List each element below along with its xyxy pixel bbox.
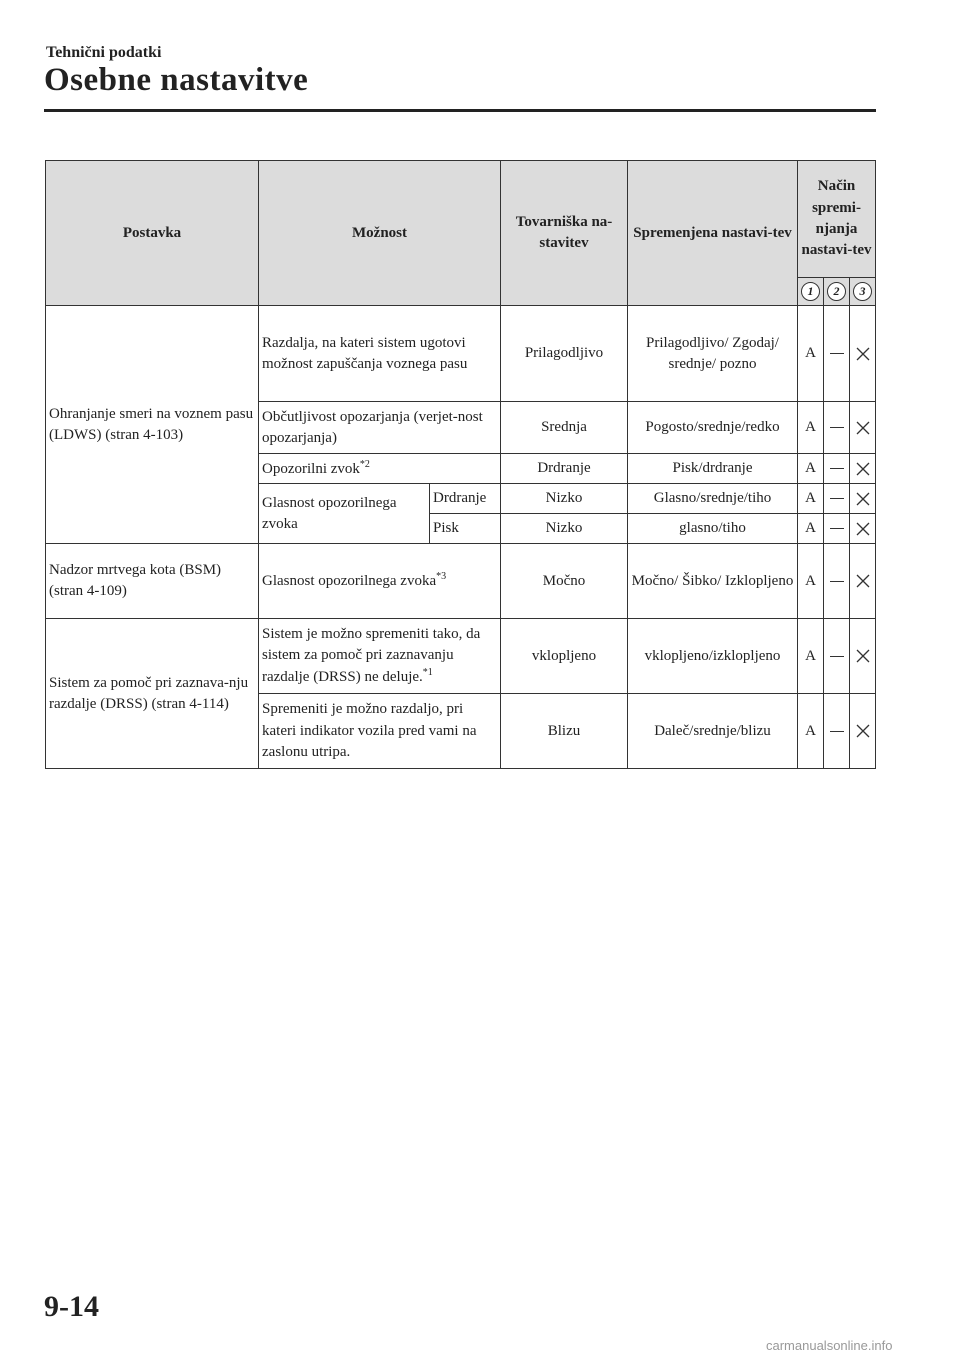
mode-x-cell	[850, 484, 876, 514]
changed-cell: vklopljeno/izklopljeno	[628, 619, 798, 694]
option-text: Opozorilni zvok	[262, 460, 360, 477]
header-item: Postavka	[46, 161, 259, 306]
settings-table	[45, 160, 876, 769]
factory-cell: Srednja	[501, 402, 628, 454]
mode-dash-cell	[824, 544, 850, 619]
factory-cell: Prilagodljivo	[501, 306, 628, 402]
mode-a-cell: A	[798, 514, 824, 544]
mode-dash-cell	[824, 454, 850, 484]
factory-cell: Drdranje	[501, 454, 628, 484]
option-cell	[259, 544, 501, 619]
x-mark-icon	[855, 723, 871, 739]
x-mark-icon	[855, 648, 871, 664]
factory-cell: Nizko	[501, 484, 628, 514]
mode-x-cell	[850, 619, 876, 694]
factory-cell: Močno	[501, 544, 628, 619]
mode-x-cell	[850, 544, 876, 619]
mode-a-cell: A	[798, 619, 824, 694]
changed-cell: Glasno/srednje/tiho	[628, 484, 798, 514]
option-cell	[259, 619, 501, 694]
mode-a-cell: A	[798, 306, 824, 402]
option-cell: Glasnost opozorilnega zvoka	[259, 484, 430, 544]
option-cell: Spremeniti je možno razdaljo, pri kateri indikator vozila pred vami na zaslonu utripa.	[259, 694, 501, 769]
footnote-marker: *1	[422, 667, 433, 679]
header-changed: Spremenjena nastavi-tev	[628, 161, 798, 306]
dash-icon	[830, 468, 844, 469]
x-mark-icon	[855, 573, 871, 589]
option-cell: Občutljivost opozarjanja (verjet-nost opozarjanja)	[259, 402, 501, 454]
mode-a-cell: A	[798, 402, 824, 454]
factory-cell: vklopljeno	[501, 619, 628, 694]
option-cell: Razdalja, na kateri sistem ugotovi možnost zapuščanja voznega pasu	[259, 306, 501, 402]
option-cell	[259, 454, 501, 484]
dash-icon	[830, 427, 844, 428]
header-option: Možnost	[259, 161, 501, 306]
changed-cell: Prilagodljivo/ Zgodaj/ srednje/ pozno	[628, 306, 798, 402]
footnote-marker: *2	[359, 458, 370, 470]
changed-cell: Pisk/drdranje	[628, 454, 798, 484]
dash-icon	[830, 528, 844, 529]
mode-dash-cell	[824, 306, 850, 402]
changed-cell: glasno/tiho	[628, 514, 798, 544]
mode-a-cell: A	[798, 694, 824, 769]
dash-icon	[830, 731, 844, 732]
section-label: Tehnični podatki	[46, 44, 162, 61]
item-cell: Sistem za pomoč pri zaznava-nju razdalje (DRSS) (stran 4-114)	[46, 619, 259, 769]
mode-dash-cell	[824, 694, 850, 769]
mode-x-cell	[850, 694, 876, 769]
changed-cell: Močno/ Šibko/ Izklopljeno	[628, 544, 798, 619]
dash-icon	[830, 498, 844, 499]
dash-icon	[830, 656, 844, 657]
mode-a-cell: A	[798, 544, 824, 619]
method-number-2-icon: 2	[827, 282, 846, 301]
mode-x-cell	[850, 402, 876, 454]
item-cell: Nadzor mrtvega kota (BSM) (stran 4-109)	[46, 544, 259, 619]
footnote-marker: *3	[436, 571, 447, 583]
header-method: Način spremi-njanja nastavi-tev	[798, 161, 876, 278]
option-text: Glasnost opozorilnega zvoka	[262, 573, 437, 590]
mode-a-cell: A	[798, 454, 824, 484]
table-row	[46, 544, 876, 619]
dash-icon	[830, 353, 844, 354]
mode-dash-cell	[824, 514, 850, 544]
footer-watermark: carmanualsonline.info	[766, 1338, 893, 1353]
page-number: 9-14	[44, 1290, 99, 1323]
suboption-cell: Pisk	[430, 514, 501, 544]
method-number-1-icon: 1	[801, 282, 820, 301]
table-row	[46, 619, 876, 694]
mode-dash-cell	[824, 619, 850, 694]
method-number-3-icon: 3	[853, 282, 872, 301]
table-row	[46, 306, 876, 402]
factory-cell: Nizko	[501, 514, 628, 544]
x-mark-icon	[855, 461, 871, 477]
factory-cell: Blizu	[501, 694, 628, 769]
x-mark-icon	[855, 491, 871, 507]
changed-cell: Daleč/srednje/blizu	[628, 694, 798, 769]
page-title: Osebne nastavitve	[44, 62, 309, 98]
mode-x-cell	[850, 454, 876, 484]
mode-x-cell	[850, 514, 876, 544]
changed-cell: Pogosto/srednje/redko	[628, 402, 798, 454]
x-mark-icon	[855, 521, 871, 537]
item-cell: Ohranjanje smeri na voznem pasu (LDWS) (stran 4-103)	[46, 306, 259, 544]
dash-icon	[830, 581, 844, 582]
x-mark-icon	[855, 346, 871, 362]
option-text: Sistem je možno spremeniti tako, da sistem za pomoč pri zaznavanju razdalje (DRSS) ne deluje.	[262, 625, 481, 686]
mode-a-cell: A	[798, 484, 824, 514]
mode-x-cell	[850, 306, 876, 402]
title-rule	[44, 109, 876, 112]
suboption-cell: Drdranje	[430, 484, 501, 514]
mode-dash-cell	[824, 484, 850, 514]
x-mark-icon	[855, 420, 871, 436]
mode-dash-cell	[824, 402, 850, 454]
header-factory: Tovarniška na-stavitev	[501, 161, 628, 306]
